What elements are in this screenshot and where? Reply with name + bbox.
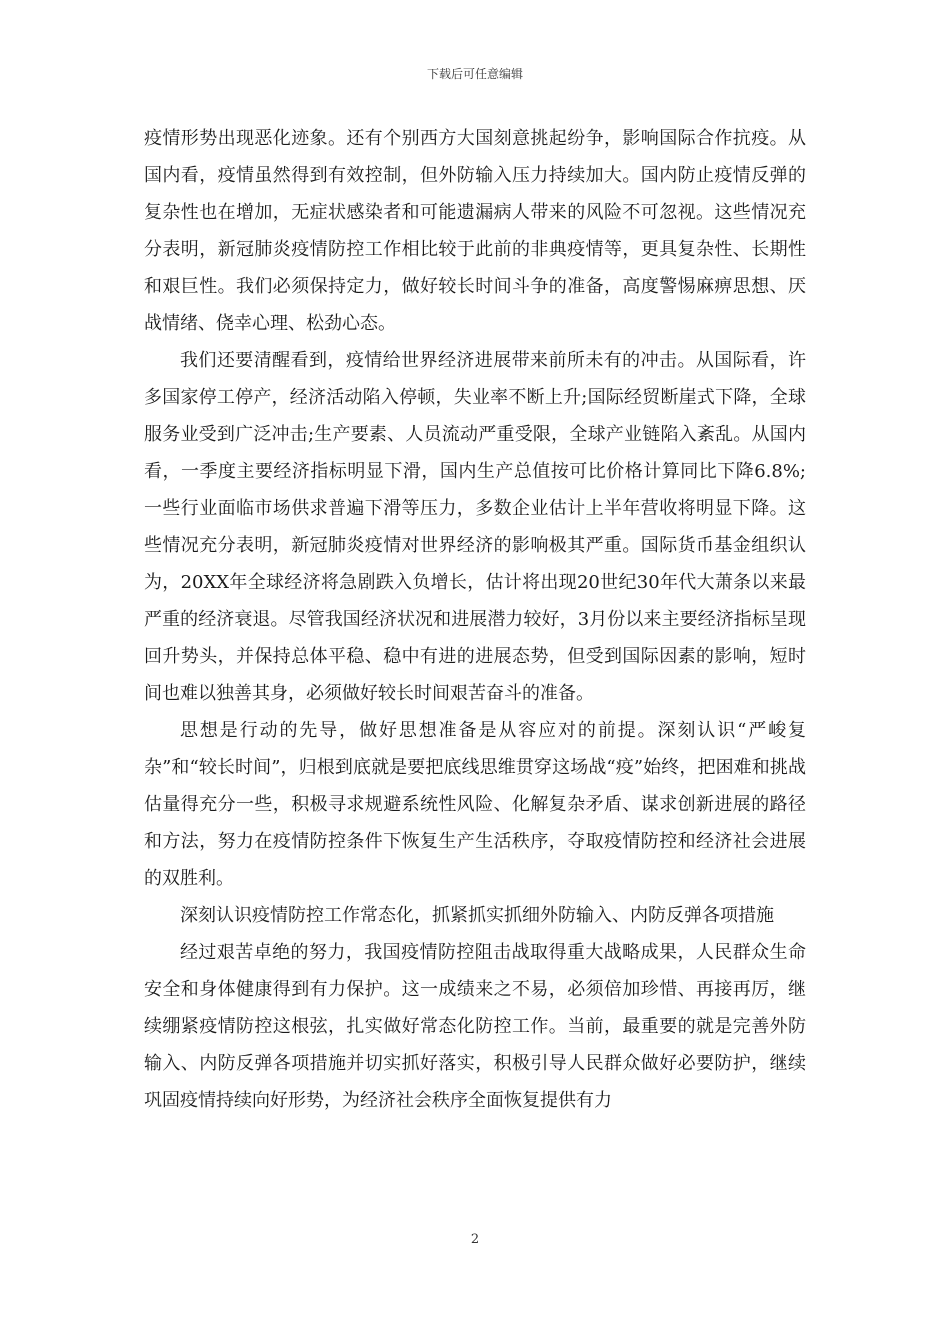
- section-heading: 深刻认识疫情防控工作常态化，抓紧抓实抓细外防输入、内防反弹各项措施: [180, 905, 774, 926]
- page-number: 2: [470, 1232, 480, 1247]
- document-body: [144, 120, 806, 1119]
- page-header: 下载后可任意编辑: [426, 67, 523, 81]
- paragraph-1: 疫情形势出现恶化迹象。还有个别西方大国刻意挑起纷争，影响国际合作抗疫。从国内看，疫情虽然得到有效控制，但外防输入压力持续加大。国内防止疫情反弹的复杂性也在增加，无症状感染者和可能遗漏病人带来的风险不可忽视。这些情况充分表明，新冠肺炎疫情防控工作相比较于此前的非典疫情等，更具复杂性、长期性和艰巨性。我们必须保持定力，做好较长时间斗争的准备，高度警惕麻痹思想、厌战情绪、侥幸心理、松劲心态。: [144, 128, 806, 334]
- paragraph-2: 我们还要清醒看到，疫情给世界经济进展带来前所未有的冲击。从国际看，许多国家停工停产，经济活动陷入停顿，失业率不断上升;国际经贸断崖式下降，全球服务业受到广泛冲击;生产要素、人员流动严重受限，全球产业链陷入紊乱。从国内看，一季度主要经济指标明显下滑，国内生产总值按可比价格计算同比下降6.8%;一些行业面临市场供求普遍下滑等压力，多数企业估计上半年营收将明显下降。这些情况充分表明，新冠肺炎疫情对世界经济的影响极其严重。国际货币基金组织认为，20XX年全球经济将急剧跌入负增长，估计将出现20世纪30年代大萧条以来最严重的经济衰退。尽管我国经济状况和进展潜力较好，3月份以来主要经济指标呈现回升势头，并保持总体平稳、稳中有进的进展态势，但受到国际因素的影响，短时间也难以独善其身，必须做好较长时间艰苦奋斗的准备。: [144, 350, 806, 704]
- paragraph-4: 经过艰苦卓绝的努力，我国疫情防控阻击战取得重大战略成果，人民群众生命安全和身体健康得到有力保护。这一成绩来之不易，必须倍加珍惜、再接再厉，继续绷紧疫情防控这根弦，扎实做好常态化防控工作。当前，最重要的就是完善外防输入、内防反弹各项措施并切实抓好落实，积极引导人民群众做好必要防护，继续巩固疫情持续向好形势，为经济社会秩序全面恢复提供有力: [144, 942, 806, 1111]
- paragraph-3: 思想是行动的先导，做好思想准备是从容应对的前提。深刻认识“严峻复杂”和“较长时间”，归根到底就是要把底线思维贯穿这场战“疫”始终，把困难和挑战估量得充分一些，积极寻求规避系统性风险、化解复杂矛盾、谋求创新进展的路径和方法，努力在疫情防控条件下恢复生产生活秩序，夺取疫情防控和经济社会进展的双胜利。: [144, 720, 806, 889]
